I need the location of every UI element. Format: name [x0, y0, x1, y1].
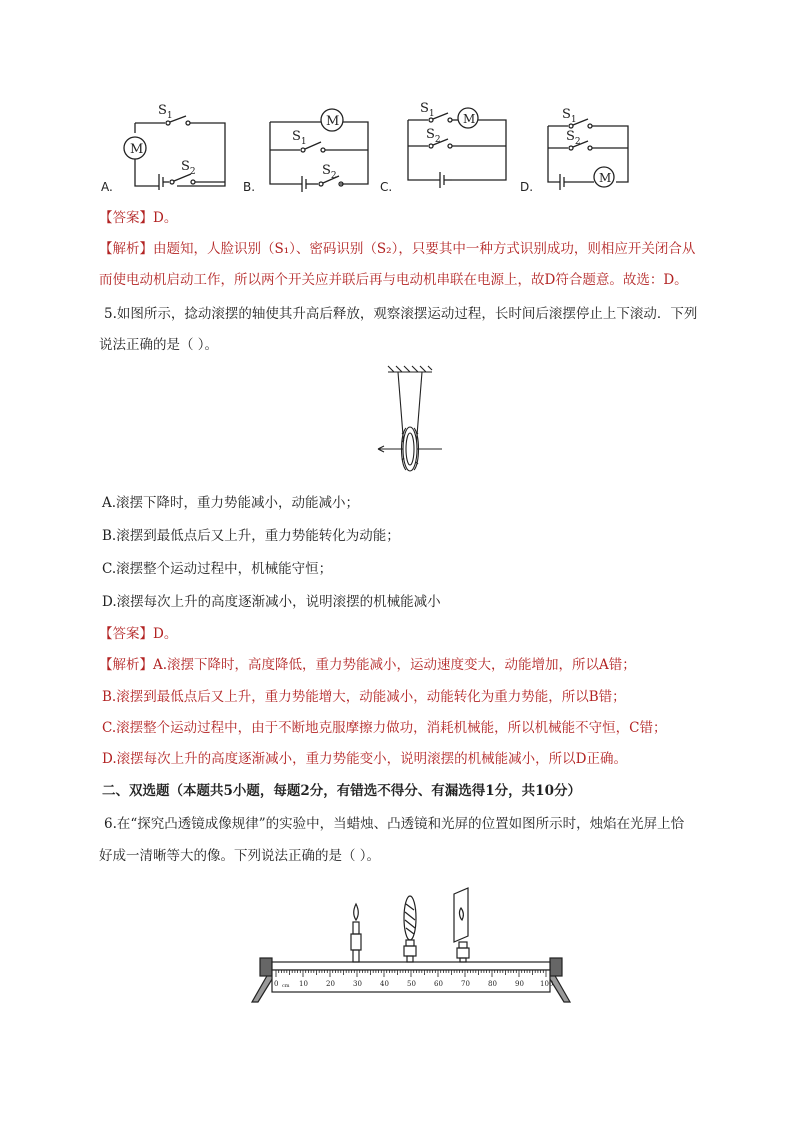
q5-option-a: A.滚摆下降时，重力势能减小，动能减小；: [102, 495, 360, 511]
option-d-label: D.: [520, 180, 534, 194]
option-c-label: C.: [380, 180, 393, 194]
ruler-tick-label: 20: [326, 980, 335, 988]
answer-value: D。: [153, 626, 178, 642]
circuit-option-d: [540, 100, 655, 192]
svg-text:S2: $S_2$: [566, 129, 581, 147]
svg-text:M: M: [326, 114, 340, 129]
ruler-tick-label: 50: [407, 980, 416, 988]
ruler-tick-label: 30: [353, 980, 362, 988]
option-a-label: A.: [101, 180, 113, 194]
ruler-tick-label: 100: [540, 980, 554, 988]
q5-option-c: C.滚摆整个运动过程中，机械能守恒；: [102, 561, 333, 577]
svg-text:M: M: [130, 142, 144, 157]
ruler-tick-label: 40: [380, 980, 389, 988]
svg-text:S2: $S_2$: [181, 159, 196, 177]
analysis-text: A.滚摆下降时，高度降低，重力势能减小，运动速度变大，动能增加，所以A错；: [153, 657, 636, 673]
svg-text:M: M: [599, 171, 612, 185]
answer-tag: 【答案】: [99, 210, 153, 226]
analysis-text: 由题知，人脸识别（S₁）、密码识别（S₂），只要其中一种方式识别成功，则相应开关闭合从: [153, 241, 696, 257]
q5-option-b: B.滚摆到最低点后又上升，重力势能转化为动能；: [102, 528, 400, 544]
q6-stem-line2: 好成一清晰等大的像。下列说法正确的是（ ）。: [99, 848, 381, 864]
q5-option-d: D.滚摆每次上升的高度逐渐减小，说明滚摆的机械能减小: [102, 594, 441, 610]
ruler-tick-label: 80: [488, 980, 497, 988]
q5-stem-line1: 5.如图所示，捻动滚摆的轴使其升高后释放，观察滚摆运动过程，长时间后滚摆停止上下滚动．下列: [104, 306, 698, 322]
q5-analysis-a: [99, 656, 636, 674]
ruler-unit: cm: [282, 983, 290, 989]
q4-analysis-line1: [99, 240, 695, 258]
analysis-tag: 【解析】: [99, 241, 153, 257]
q5-analysis-c: C.滚摆整个运动过程中，由于不断地克服摩擦力做功，消耗机械能，所以机械能不守恒，C错；: [102, 720, 667, 736]
ruler-tick-label: 90: [515, 980, 524, 988]
answer-tag: 【答案】: [99, 626, 153, 642]
ruler-tick-label: 60: [434, 980, 443, 988]
circuit-option-c: [400, 100, 515, 192]
circuit-option-b: [262, 100, 377, 192]
ruler-tick-label: 70: [461, 980, 470, 988]
svg-text:S2: $S_2$: [322, 163, 337, 181]
q5-stem-line2: 说法正确的是（ ）。: [99, 337, 219, 353]
svg-text:S1: $S_1$: [420, 101, 435, 119]
section-heading: 二、双选题（本题共5小题，每题2分，有错选不得分、有漏选得1分，共10分）: [102, 783, 581, 799]
q4-answer: [99, 209, 177, 227]
q6-stem-line1: 6.在“探究凸透镜成像规律”的实验中，当蜡烛、凸透镜和光屏的位置如图所示时，烛焰在光屏上恰: [104, 816, 685, 832]
svg-text:S1: $S_1$: [562, 107, 577, 125]
q5-answer: [99, 625, 177, 643]
answer-value: D。: [153, 210, 178, 226]
optical-bench-figure: [246, 880, 576, 1010]
circuit-option-a: [115, 98, 230, 190]
analysis-tag: 【解析】: [99, 657, 153, 673]
svg-text:M: M: [463, 112, 476, 126]
q4-analysis-line2: 而使电动机启动工作，所以两个开关应并联后再与电动机串联在电源上，故D符合题意。故选：D。: [99, 272, 688, 288]
q5-analysis-d: D.滚摆每次上升的高度逐渐减小，重力势能变小，说明滚摆的机械能减小，所以D正确。: [102, 751, 627, 767]
maxwell-pendulum-figure: [374, 362, 446, 482]
svg-text:S1: $S_1$: [158, 103, 173, 121]
option-b-label: B.: [243, 180, 256, 194]
svg-text:S1: $S_1$: [292, 129, 307, 147]
q5-analysis-b: B.滚摆到最低点后又上升，重力势能增大，动能减小，动能转化为重力势能，所以B错；: [102, 689, 626, 705]
ruler-tick-label: 0: [274, 980, 279, 988]
svg-text:S2: $S_2$: [426, 127, 441, 145]
ruler-tick-label: 10: [299, 980, 308, 988]
